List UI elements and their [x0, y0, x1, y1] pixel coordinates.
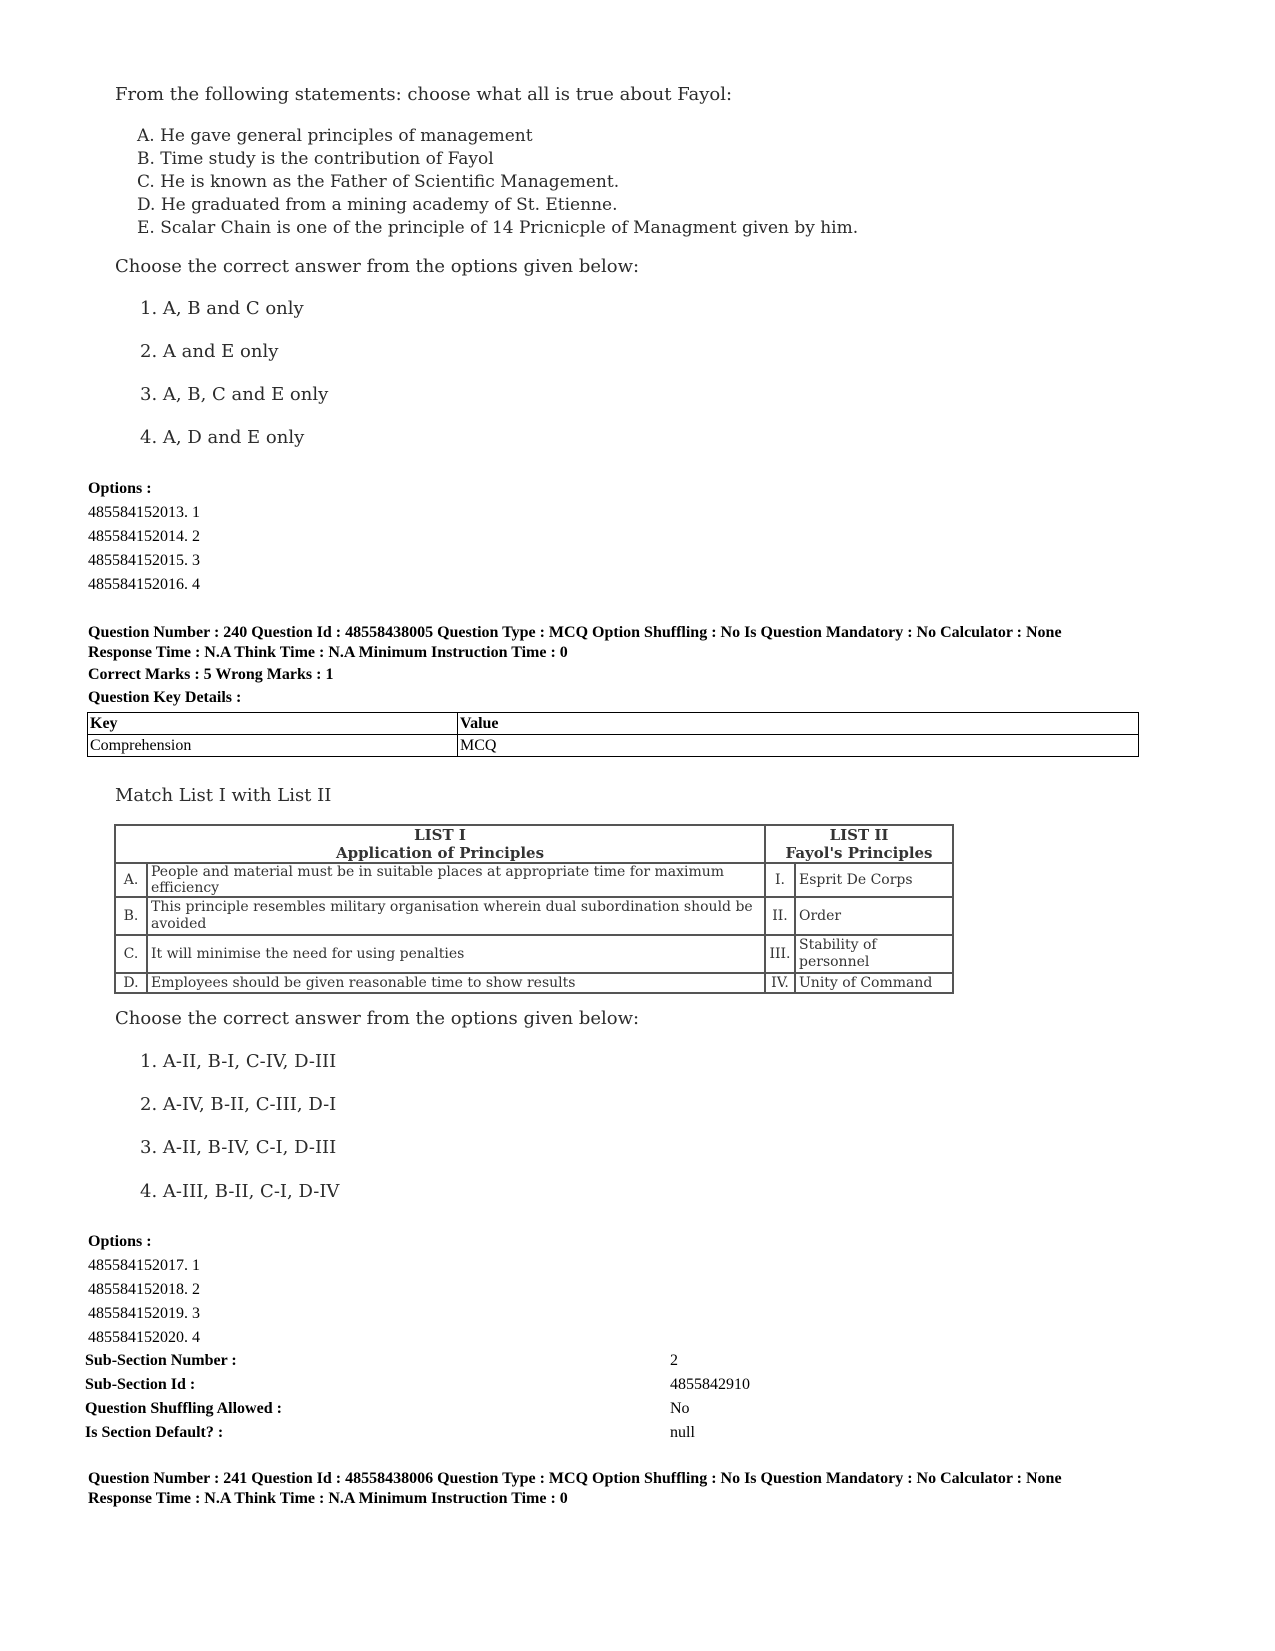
subsection-row — [85, 1349, 785, 1373]
option-item: 485584152016. 4 — [88, 576, 200, 593]
answer-choice: 3. A-II, B-IV, C-I, D-III — [140, 1137, 337, 1158]
table-row — [115, 825, 953, 863]
subsection-label: Sub-Section Number : — [85, 1352, 237, 1369]
option-item: 485584152014. 2 — [88, 528, 200, 545]
statement: D. He graduated from a mining academy of St. Etienne. — [137, 195, 618, 215]
answer-choice: 4. A-III, B-II, C-I, D-IV — [140, 1181, 340, 1202]
match-table — [114, 824, 954, 994]
answer-choice: 3. A, B, C and E only — [140, 384, 329, 405]
list2-text: Esprit De Corps — [795, 863, 953, 897]
subsection-value: 4855842910 — [670, 1376, 750, 1393]
statement: B. Time study is the contribution of Fayol — [137, 149, 494, 169]
subsection-label: Question Shuffling Allowed : — [85, 1400, 282, 1417]
list1-letter: B. — [115, 897, 147, 935]
list2-text: Order — [795, 897, 953, 935]
list1-header — [115, 825, 765, 863]
subsection-label: Sub-Section Id : — [85, 1376, 196, 1393]
option-item: 485584152018. 2 — [88, 1281, 200, 1298]
question-stem: From the following statements: choose what all is true about Fayol: — [115, 84, 733, 105]
subsection-info — [85, 1349, 785, 1445]
list2-subtitle: Fayol's Principles — [785, 844, 933, 862]
question-meta — [88, 623, 1062, 663]
subsection-value: null — [670, 1424, 695, 1441]
options-label: Options : — [88, 480, 152, 497]
answer-choice: 2. A-IV, B-II, C-III, D-I — [140, 1094, 337, 1115]
list2-numeral: III. — [765, 935, 795, 973]
question-meta-line: Response Time : N.A Think Time : N.A Minimum Instruction Time : 0 — [88, 1490, 568, 1507]
list2-title: LIST II — [829, 826, 889, 844]
list1-text: This principle resembles military organisation wherein dual subordination should be avoided — [147, 897, 765, 935]
table-row — [115, 863, 953, 897]
list1-letter: C. — [115, 935, 147, 973]
statement: C. He is known as the Father of Scientific Management. — [137, 172, 620, 192]
list2-header — [765, 825, 953, 863]
question-meta-line: Question Number : 241 Question Id : 48558438006 Question Type : MCQ Option Shuffling : No Is Question Mandatory : No Calculator : None — [88, 1470, 1062, 1487]
list2-numeral: II. — [765, 897, 795, 935]
option-item: 485584152013. 1 — [88, 504, 200, 521]
answer-choice: 1. A-II, B-I, C-IV, D-III — [140, 1051, 337, 1072]
subsection-value: 2 — [670, 1352, 678, 1369]
option-item: 485584152017. 1 — [88, 1257, 200, 1274]
list2-numeral: IV. — [765, 973, 795, 993]
options-block — [88, 1230, 200, 1350]
list2-text: Unity of Command — [795, 973, 953, 993]
list1-text: It will minimise the need for using penalties — [147, 935, 765, 973]
list1-title: LIST I — [414, 826, 466, 844]
table-cell: Comprehension — [88, 735, 458, 757]
table-row — [115, 935, 953, 973]
statement-list — [137, 125, 858, 240]
table-header-cell: Key — [88, 713, 458, 735]
list1-subtitle: Application of Principles — [335, 844, 545, 862]
key-table — [87, 712, 1139, 757]
subsection-value: No — [670, 1400, 690, 1417]
subsection-label: Is Section Default? : — [85, 1424, 224, 1441]
options-label: Options : — [88, 1233, 152, 1250]
question-stem: Match List I with List II — [115, 785, 332, 806]
question-meta — [88, 1469, 1062, 1509]
answer-choice: 2. A and E only — [140, 341, 279, 362]
option-item: 485584152020. 4 — [88, 1329, 200, 1346]
option-item: 485584152019. 3 — [88, 1305, 200, 1322]
choose-instruction: Choose the correct answer from the options given below: — [115, 1008, 640, 1029]
subsection-row — [85, 1373, 785, 1397]
statement: E. Scalar Chain is one of the principle of 14 Pricnicple of Managment given by him. — [137, 218, 859, 238]
answer-choice: 4. A, D and E only — [140, 427, 305, 448]
choose-instruction: Choose the correct answer from the options given below: — [115, 256, 640, 277]
table-row — [115, 897, 953, 935]
subsection-row — [85, 1397, 785, 1421]
list2-numeral: I. — [765, 863, 795, 897]
table-header-cell: Value — [458, 713, 1139, 735]
list1-text: People and material must be in suitable places at appropriate time for maximum efficiency — [147, 863, 765, 897]
option-item: 485584152015. 3 — [88, 552, 200, 569]
list1-letter: A. — [115, 863, 147, 897]
options-block — [88, 477, 200, 597]
subsection-row — [85, 1421, 785, 1445]
table-cell: MCQ — [458, 735, 1139, 757]
table-row — [115, 973, 953, 993]
list1-text: Employees should be given reasonable time to show results — [147, 973, 765, 993]
question-meta-line: Response Time : N.A Think Time : N.A Minimum Instruction Time : 0 — [88, 644, 568, 661]
table-row — [88, 735, 1139, 757]
marks-line: Correct Marks : 5 Wrong Marks : 1 — [88, 666, 334, 683]
list2-text: Stability of personnel — [795, 935, 953, 973]
question-meta-line: Question Number : 240 Question Id : 48558438005 Question Type : MCQ Option Shuffling : No Is Question Mandatory : No Calculator : None — [88, 624, 1062, 641]
answer-choice: 1. A, B and C only — [140, 298, 304, 319]
key-details-label: Question Key Details : — [88, 689, 242, 706]
statement: A. He gave general principles of management — [137, 126, 533, 146]
list1-letter: D. — [115, 973, 147, 993]
table-row — [88, 713, 1139, 735]
